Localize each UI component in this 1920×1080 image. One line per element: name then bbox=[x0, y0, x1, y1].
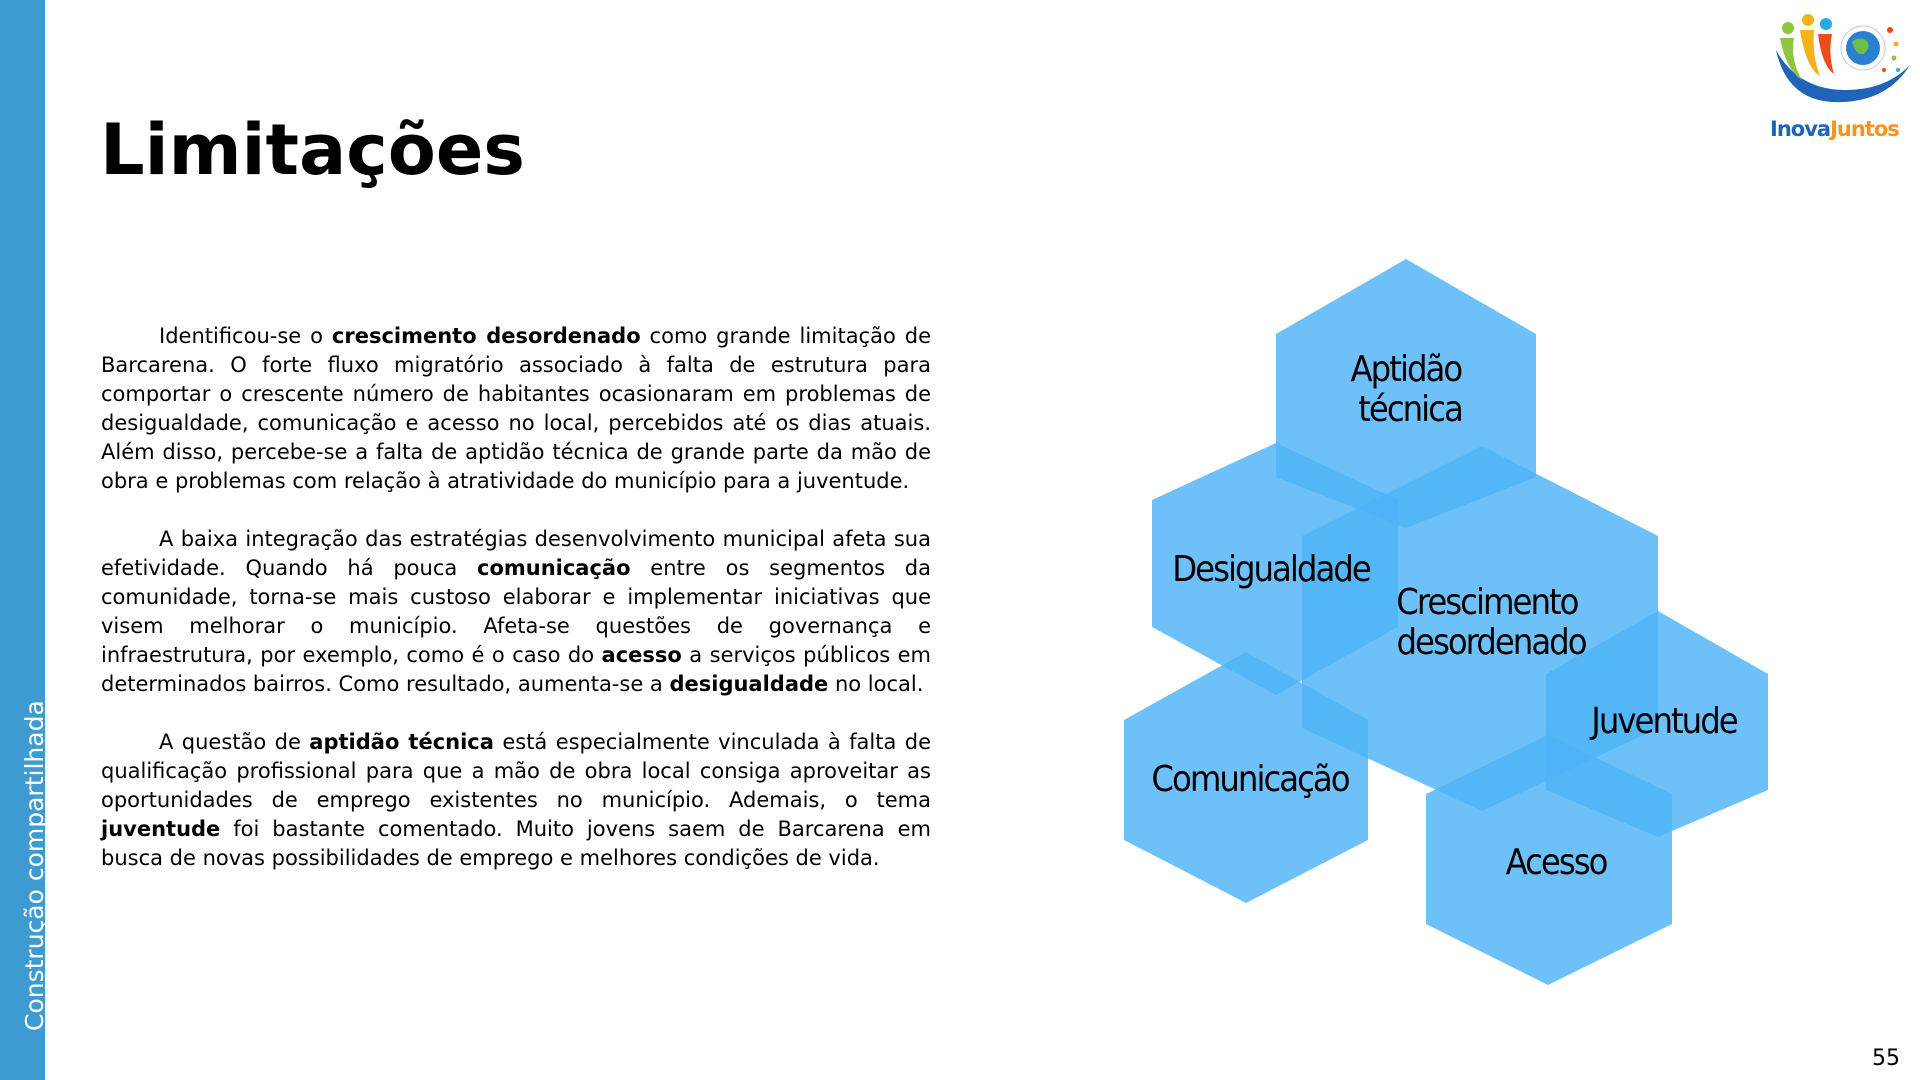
bold-keyword: aptidão técnica bbox=[309, 730, 494, 754]
logo-globe-icon bbox=[1841, 26, 1900, 72]
bold-keyword: comunicação bbox=[477, 556, 631, 580]
bold-keyword: desigualdade bbox=[669, 672, 829, 696]
logo-text-juntos: Juntos bbox=[1830, 117, 1899, 140]
svg-text:InovaJuntos bbox=[1770, 117, 1899, 140]
page-title: Limitações bbox=[100, 109, 525, 191]
text-run: no local. bbox=[828, 672, 924, 696]
body-text bbox=[101, 322, 931, 873]
paragraph-3 bbox=[101, 728, 931, 873]
bold-keyword: juventude bbox=[101, 817, 221, 841]
text-run: como grande limitação de Barcarena. O forte fluxo migratório associado à falta de estrutura para comportar o crescente número de habitantes ocasionaram em problemas de desigualdade, comunicação e acesso no local, percebidos até os dias atuais. Além disso, percebe-se a falta de aptidão técnica de grande parte da mão de obra e problemas com relação à atratividade do município para a juventude. bbox=[101, 324, 932, 493]
limitations-hexagon-diagram bbox=[1100, 250, 1800, 1000]
sidebar bbox=[0, 0, 49, 1080]
text-run: a serviços públicos em determinados bairros. Como resultado, aumenta-se a bbox=[101, 643, 931, 696]
text-run: foi bastante comentado. Muito jovens saem de Barcarena em busca de novas possibilidades de emprego e melhores condições de vida. bbox=[101, 817, 931, 870]
text-run: Identificou-se o bbox=[159, 324, 332, 348]
bold-keyword: acesso bbox=[601, 643, 682, 667]
label-crescimento: Crescimento desordenado bbox=[1396, 582, 1586, 663]
label-desigualdade: Desigualdade bbox=[1172, 549, 1370, 590]
label-aptidao: Aptidão técnica bbox=[1350, 349, 1462, 430]
text-run: entre os segmentos da comunidade, torna-se mais custoso elaborar e implementar iniciativas que visem melhorar o município. Afeta-se questões de governança e infraestrutura, por exemplo, como é o caso do bbox=[101, 556, 931, 667]
page-number: 55 bbox=[1872, 1046, 1900, 1071]
label-juventude: Juventude bbox=[1591, 701, 1737, 742]
text-run: A questão de bbox=[159, 730, 310, 754]
label-comunicacao: Comunicação bbox=[1151, 759, 1349, 800]
paragraph-2 bbox=[101, 525, 931, 699]
label-acesso: Acesso bbox=[1505, 842, 1607, 883]
logo-text-inova: Inova bbox=[1770, 117, 1831, 140]
sidebar-label: Construção compartilhada bbox=[20, 700, 49, 1031]
inovajuntos-logo bbox=[1768, 10, 1918, 140]
bold-keyword: crescimento desordenado bbox=[331, 324, 641, 348]
paragraph-1 bbox=[101, 322, 931, 496]
text-run: A baixa integração das estratégias desenvolvimento municipal afeta sua efetividade. Quando há pouca bbox=[101, 527, 931, 580]
text-run: está especialmente vinculada à falta de qualificação profissional para que a mão de obra local consiga aproveitar as oportunidades de emprego existentes no município. Ademais, o tema bbox=[101, 730, 932, 812]
